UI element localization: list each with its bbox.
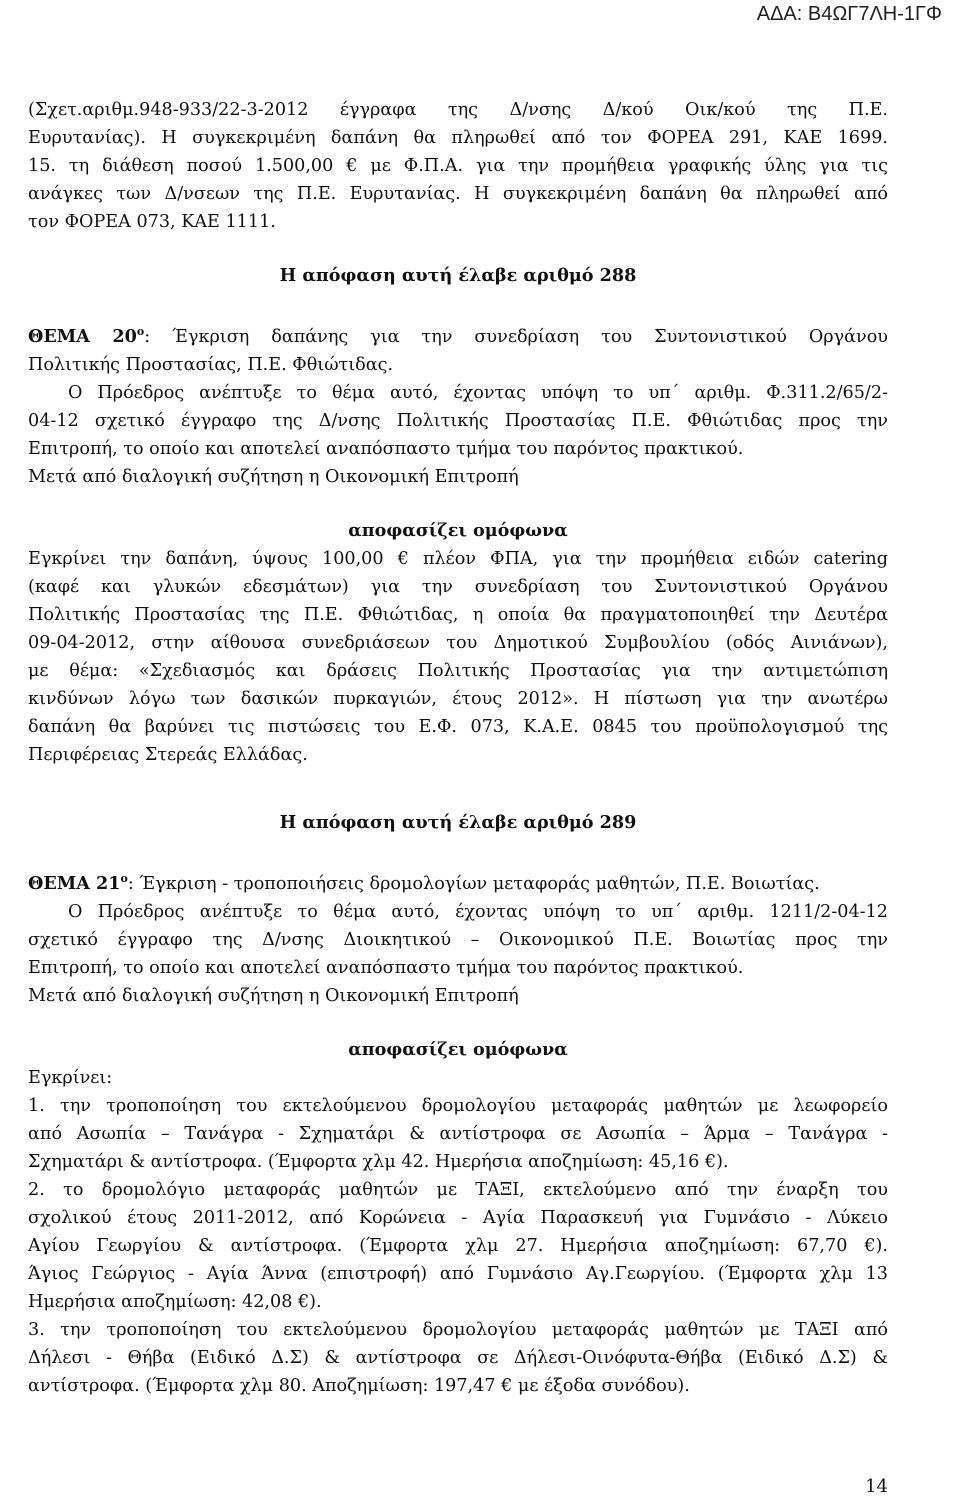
thema-20-body-line: Ο Πρόεδρος ανέπτυξε το θέμα αυτό, έχοντας υπόψη το υπ΄ αριθμ. Φ.311.2/65/2- [68,382,888,403]
item-3-line: 3. την τροποποίηση του εκτελούμενου δρομολογίου μεταφοράς μαθητών με ΤΑΞΙ από [28,1319,888,1340]
thema-20-approve-line: (καφέ και γλυκών εδεσμάτων) για την συνεδρίαση του Συντονιστικού Οργάνου [28,576,888,597]
item-1-line: από Ασωπία – Τανάγρα - Σχηματάρι & αντίστροφα σε Ασωπία – Άρμα – Τανάγρα - [28,1123,888,1144]
item-3-line: αντίστροφα. (Έμφορτα χλμ 80. Αποζημίωση: 197,47 € με έξοδα συνόδου). [28,1375,690,1396]
item-2-line: Ημερήσια αποζημίωση: 42,08 €). [28,1291,322,1312]
thema-21-sup: ο [120,871,128,885]
thema-20-title-line: Πολιτικής Προστασίας, Π.Ε. Φθιώτιδας. [28,354,394,375]
item-2-line: 2. το δρομολόγιο μεταφοράς μαθητών με ΤΑΞΙ, εκτελούμενο από την έναρξη του [28,1179,888,1200]
ada-code: ΑΔΑ: Β4ΩΓ7ΛΗ-1ΓΦ [756,3,942,25]
item-2-line: Αγίου Γεωργίου & αντίστροφα. (Έμφορτα χλμ 27. Ημερήσια αποζημίωση: 67,70 €). [28,1235,888,1256]
thema-20-body-line: Επιτροπή, το οποίο και αποτελεί αναπόσπαστο τμήμα του παρόντος πρακτικού. [28,438,744,459]
intro-line: Ευρυτανίας). Η συγκεκριμένη δαπάνη θα πληρωθεί από τον ΦΟΡΕΑ 291, ΚΑΕ 1699. [28,128,888,148]
item-3-line: Δήλεσι - Θήβα (Ειδικό Δ.Σ) & αντίστροφα σε Δήλεσι-Οινόφυτα-Θήβα (Ειδικό Δ.Σ) & [28,1347,888,1368]
thema-20-title-text: : Έγκριση δαπάνης για την συνεδρίαση του Συντονιστικού Οργάνου [144,326,888,347]
intro-line: ανάγκες των Δ/νσεων της Π.Ε. Ευρυτανίας. Η συγκεκριμένη δαπάνη θα πληρωθεί από [28,184,888,204]
item-2-line: Άγιος Γεώργιος - Αγία Άννα (επιστροφή) από Γυμνάσιο Αγ.Γεωργίου. (Έμφορτα χλμ 13 [28,1263,888,1284]
page-number: 14 [865,1476,888,1497]
thema-21-title [28,865,888,898]
decision-289-heading: Η απόφαση αυτή έλαβε αριθμό 289 [279,811,637,833]
thema-21-approve: Εγκρίνει: [28,1067,113,1088]
item-1-line: 1. την τροποποίηση του εκτελούμενου δρομολογίου μεταφοράς μαθητών με λεωφορείο [28,1095,888,1116]
thema-21-body-line: Επιτροπή, το οποίο και αποτελεί αναπόσπαστο τμήμα του παρόντος πρακτικού. [28,957,744,978]
thema-21-body-line: σχετικό έγγραφο της Δ/νσης Διοικητικού – Οικονομικού Π.Ε. Βοιωτίας προς την [28,929,888,950]
thema-20-approve-line: κινδύνων λόγω των δασικών πυρκαγιών, έτους 2012». Η πίστωση για την ανωτέρω [28,688,888,709]
thema-20-title [28,318,888,351]
thema-20-approve-line: δαπάνη θα βαρύνει τις πιστώσεις του Ε.Φ. 073, Κ.Α.Ε. 0845 του προϋπολογισμού της [28,716,888,737]
thema-20-body-line: 04-12 σχετικό έγγραφο της Δ/νσης Πολιτικής Προστασίας Π.Ε. Φθιώτιδας προς την [28,410,888,431]
thema-21-label: ΘΕΜΑ 21 [28,872,121,894]
item-2-line: σχολικού έτους 2011-2012, από Κορώνεια - Αγία Παρασκευή για Γυμνάσιο - Λύκειο [28,1207,888,1228]
intro-line: (Σχετ.αριθμ.948-933/22-3-2012 έγγραφα της Δ/νσης Δ/κού Οικ/κού της Π.Ε. [28,100,888,120]
thema-21-discussion: Μετά από διαλογική συζήτηση η Οικονομική Επιτροπή [28,985,519,1006]
item-1-line: Σχηματάρι & αντίστροφα. (Έμφορτα χλμ 42. Ημερήσια αποζημίωση: 45,16 €). [28,1151,729,1172]
thema-21-body-line: Ο Πρόεδρος ανέπτυξε το θέμα αυτό, έχοντας υπόψη το υπ΄ αριθμ. 1211/2-04-12 [68,901,888,922]
thema-20-label: ΘΕΜΑ 20 [28,325,137,347]
thema-20-approve-line: Πολιτικής Προστασίας της Π.Ε. Φθιώτιδας, η οποία θα πραγματοποιηθεί την Δευτέρα [28,604,888,625]
decision-288-heading: Η απόφαση αυτή έλαβε αριθμό 288 [279,265,637,286]
intro-line: 15. τη διάθεση ποσού 1.500,00 € με Φ.Π.Α. για την προμήθεια γραφικής ύλης για τις [28,156,888,176]
thema-21-decides: αποφασίζει ομόφωνα [348,1038,568,1060]
thema-20-approve-line: Περιφέρειας Στερεάς Ελλάδας. [28,744,308,765]
document-body [28,96,888,1400]
intro-line: τον ΦΟΡΕΑ 073, ΚΑΕ 1111. [28,212,276,232]
thema-20-discussion: Μετά από διαλογική συζήτηση η Οικονομική Επιτροπή [28,466,519,487]
thema-20-decides: αποφασίζει ομόφωνα [348,519,568,541]
thema-20-sup: ο [136,325,145,338]
thema-20-approve-line: 09-04-2012, στην αίθουσα συνεδριάσεων του Δημοτικού Συμβουλίου (οδός Αινιάνων), [28,632,888,653]
thema-21-title-text: : Έγκριση - τροποποιήσεις δρομολογίων μεταφοράς μαθητών, Π.Ε. Βοιωτίας. [127,873,820,894]
thema-20-approve-line: με θέμα: «Σχεδιασμός και δράσεις Πολιτικής Προστασίας για την αντιμετώπιση [28,660,888,681]
thema-20-approve-line: Εγκρίνει την δαπάνη, ύψους 100,00 € πλέον ΦΠΑ, για την προμήθεια ειδών catering [28,548,888,569]
